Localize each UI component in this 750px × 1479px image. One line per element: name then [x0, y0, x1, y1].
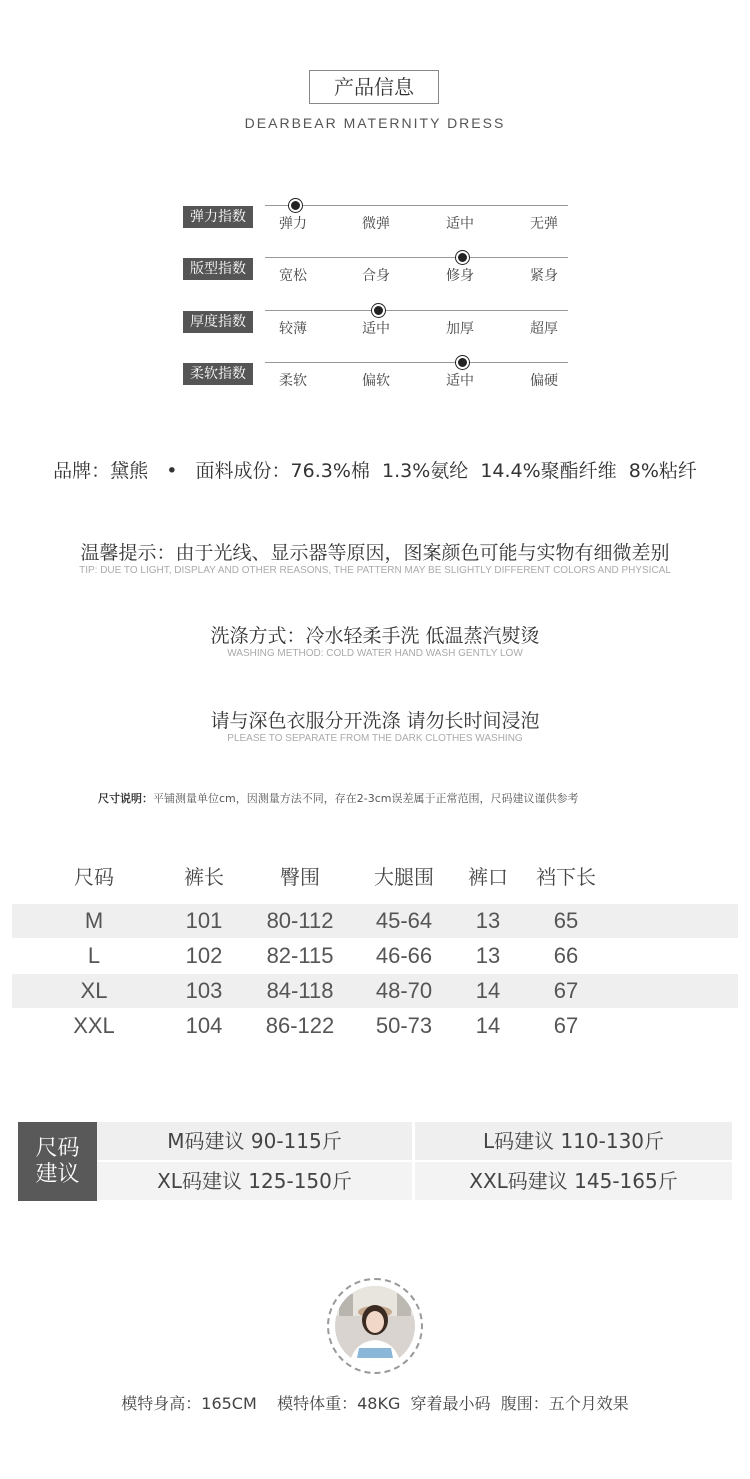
index-option: 紧身 — [530, 268, 558, 284]
size-suggestion-label — [18, 1122, 97, 1201]
index-option: 适中 — [446, 216, 474, 232]
table-cell: L — [87, 943, 101, 968]
table-cell: 80-112 — [266, 908, 334, 933]
table-header-cell: 大腿围 — [374, 865, 434, 889]
table-header-cell: 臀围 — [280, 865, 320, 889]
table-cell: 102 — [185, 943, 223, 968]
table-cell: 103 — [185, 978, 223, 1003]
brand-fabric-line: 品牌：黛熊 • 面料成份：76.3%棉 1.3%氨纶 14.4%聚酯纤维 8%粘纤 — [53, 460, 697, 482]
table-row — [12, 1009, 738, 1043]
index-option: 偏软 — [362, 373, 390, 389]
table-row — [12, 904, 738, 938]
model-info: 模特身高：165CM 模特体重：48KG 穿着最小码 腹围：五个月效果 — [121, 1394, 629, 1413]
table-header — [12, 860, 738, 894]
table-row — [12, 974, 738, 1008]
index-option: 无弹 — [530, 216, 558, 232]
table-cell: 86-122 — [265, 1013, 335, 1038]
table-cell: 101 — [185, 908, 223, 933]
table-cell: 46-66 — [375, 943, 433, 968]
index-option: 宽松 — [279, 268, 307, 284]
table-cell: 82-115 — [266, 943, 334, 968]
page-title: 产品信息 — [309, 70, 439, 104]
table-cell: XXL — [73, 1013, 115, 1038]
model-avatar — [335, 1286, 415, 1366]
index-option: 偏硬 — [530, 373, 558, 389]
index-option: 微弹 — [362, 216, 390, 232]
table-cell: 13 — [475, 943, 501, 968]
index-scale-line — [265, 205, 568, 206]
table-header-cell: 尺码 — [74, 865, 114, 889]
table-cell: 14 — [475, 1013, 501, 1038]
tip-text: 温馨提示：由于光线、显示器等原因，图案颜色可能与实物有细微差别 — [80, 542, 670, 564]
index-option: 弹力 — [279, 216, 307, 232]
index-option: 合身 — [362, 268, 390, 284]
table-cell: 48-70 — [375, 978, 433, 1003]
size-note-text: 平铺测量单位cm，因测量方法不同，存在2-3cm误差属于正常范围，尺码建议谨供参考 — [153, 792, 579, 805]
index-marker-dot — [456, 251, 469, 264]
table-cell: 67 — [553, 978, 579, 1003]
index-option: 超厚 — [530, 321, 558, 337]
table-cell: 50-73 — [375, 1013, 433, 1038]
index-option: 修身 — [446, 268, 474, 284]
index-option: 适中 — [362, 321, 390, 337]
size-suggestion-label-text: 尺码 建议 — [35, 1135, 80, 1187]
table-header-cell: 裤长 — [184, 865, 224, 889]
model-photo-icon — [335, 1286, 415, 1366]
page-subtitle: DEARBEAR MATERNITY DRESS — [244, 115, 506, 131]
size-note — [98, 790, 579, 806]
table-cell: 14 — [475, 978, 501, 1003]
separate-text: 请与深色衣服分开洗涤 请勿长时间浸泡 — [210, 710, 540, 732]
wash-text: 洗涤方式：冷水轻柔手洗 低温蒸汽熨烫 — [210, 625, 540, 647]
index-marker-dot — [372, 304, 385, 317]
tip-text-en: TIP: DUE TO LIGHT, DISPLAY AND OTHER REASONS, THE PATTERN MAY BE SLIGHTLY DIFFERENT COLORS AND PHYSICAL — [79, 565, 671, 576]
suggestion-xl: XL码建议 125-150斤 — [97, 1162, 412, 1200]
table-cell: 66 — [553, 943, 579, 968]
index-option: 较薄 — [279, 321, 307, 337]
index-option: 适中 — [446, 373, 474, 389]
table-cell: 84-118 — [266, 978, 334, 1003]
table-cell: 45-64 — [375, 908, 433, 933]
index-scale-line — [265, 310, 568, 311]
index-marker-dot — [289, 199, 302, 212]
separate-text-en: PLEASE TO SEPARATE FROM THE DARK CLOTHES WASHING — [227, 733, 523, 744]
table-cell: 67 — [553, 1013, 579, 1038]
table-row — [12, 939, 738, 973]
size-note-label: 尺寸说明： — [98, 792, 153, 805]
index-label: 弹力指数 — [183, 206, 253, 228]
wash-text-en: WASHING METHOD: COLD WATER HAND WASH GENTLY LOW — [227, 648, 523, 659]
table-cell: 13 — [475, 908, 501, 933]
index-option: 加厚 — [446, 321, 474, 337]
index-label: 厚度指数 — [183, 311, 253, 333]
table-cell: 104 — [185, 1013, 223, 1038]
index-marker-dot — [456, 356, 469, 369]
index-scale-line — [265, 257, 568, 258]
index-option: 柔软 — [279, 373, 307, 389]
table-cell: XL — [80, 978, 108, 1003]
suggestion-l: L码建议 110-130斤 — [415, 1122, 732, 1160]
index-scale-line — [265, 362, 568, 363]
suggestion-m: M码建议 90-115斤 — [97, 1122, 412, 1160]
table-cell: 65 — [553, 908, 579, 933]
index-label: 版型指数 — [183, 258, 253, 280]
index-label: 柔软指数 — [183, 363, 253, 385]
table-header-cell: 裆下长 — [536, 865, 596, 889]
suggestion-xxl: XXL码建议 145-165斤 — [415, 1162, 732, 1200]
table-header-cell: 裤口 — [468, 865, 508, 889]
table-cell: M — [84, 908, 104, 933]
